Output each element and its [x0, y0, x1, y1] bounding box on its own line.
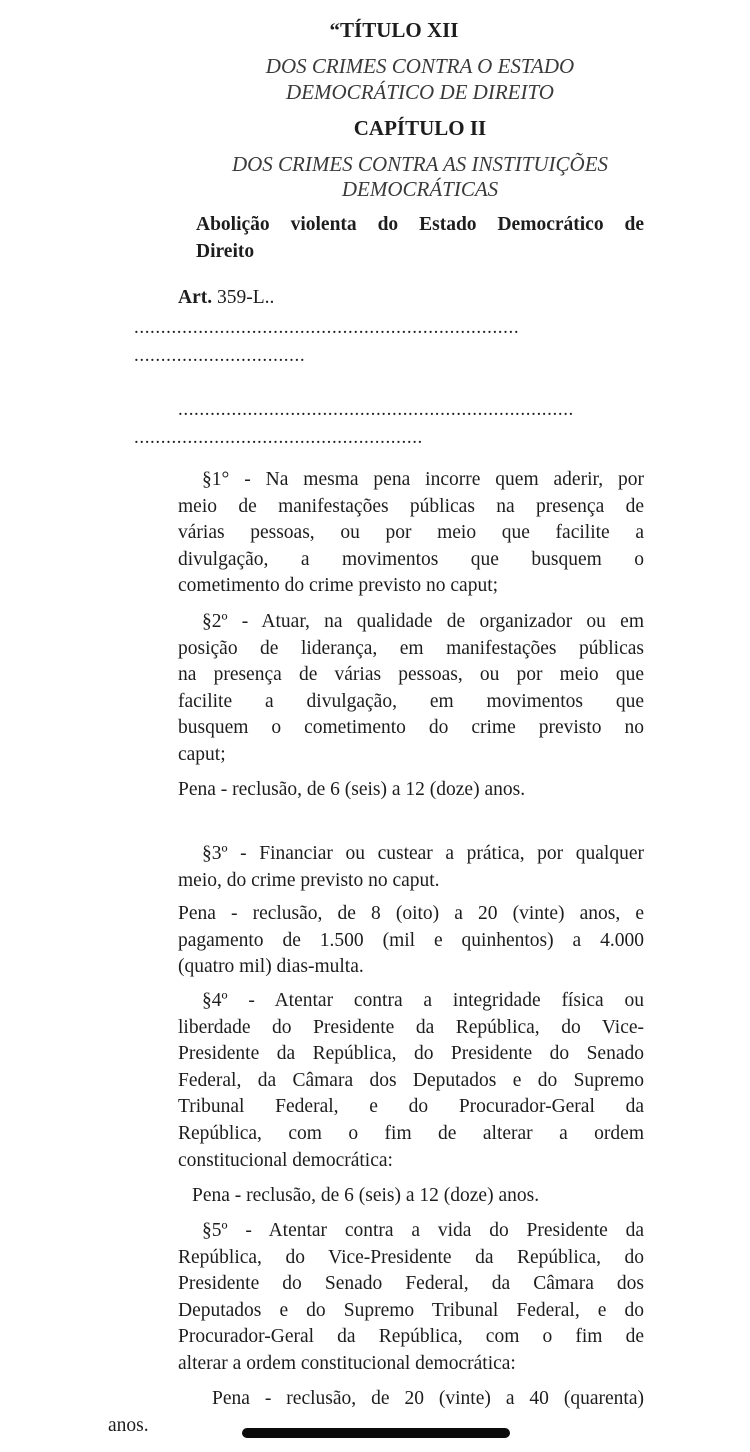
paragraph-4-line: Presidente da República, do Presidente do Senado [178, 1043, 644, 1065]
paragraph-5 [178, 1218, 644, 1378]
article-label: Art. [178, 287, 213, 308]
paragraph-4 [178, 988, 644, 1174]
paragraph-2-line: busquem o cometimento do crime previsto no [178, 717, 644, 739]
paragraph-1-line: divulgação, a movimentos que busquem o [178, 548, 644, 570]
rubric-line-2: Direito [196, 240, 255, 262]
paragraph-1 [178, 467, 644, 600]
home-indicator-bar[interactable] [242, 1428, 510, 1438]
paragraph-4-line: liberdade do Presidente da República, do Vice- [178, 1016, 644, 1038]
paragraph-5-line: Presidente do Senado Federal, da Câmara dos [178, 1273, 644, 1295]
paragraph-3 [178, 841, 644, 894]
paragraph-5-line: §5º - Atentar contra a vida do Presidente da [202, 1220, 644, 1241]
penalty-5 [212, 1386, 644, 1413]
article-number: 359-L.. [216, 287, 275, 308]
paragraph-4-line: República, com o fim de alterar a ordem [178, 1122, 644, 1144]
paragraph-4-line: constitucional democrática: [178, 1149, 393, 1171]
paragraph-4-line: §4º - Atentar contra a integridade física ou [202, 990, 644, 1011]
title-name-line-1: DOS CRIMES CONTRA O ESTADO [265, 54, 575, 78]
paragraph-1-line: cometimento do crime previsto no caput; [178, 575, 499, 597]
rubric-line-1: Abolição violenta do Estado Democrático de [196, 214, 644, 235]
penalty-5-line-2: anos. [108, 1415, 149, 1436]
article-heading [178, 286, 274, 310]
penalty-3 [178, 901, 644, 981]
paragraph-2-line: na presença de várias pessoas, ou por meio que [178, 664, 644, 686]
paragraph-5-line: Deputados e do Supremo Tribunal Federal, e do [178, 1299, 644, 1321]
paragraph-1-line: meio de manifestações públicas na presença de [178, 495, 644, 517]
paragraph-1-line: §1° - Na mesma pena incorre quem aderir, por [202, 469, 644, 490]
paragraph-5-line: alterar a ordem constitucional democrática: [178, 1352, 516, 1374]
paragraph-3-line: meio, do crime previsto no caput. [178, 869, 440, 891]
ellipsis-line-1: ........................................................................ [134, 317, 520, 338]
penalty-3-line: pagamento de 1.500 (mil e quinhentos) a 4.000 [178, 929, 644, 951]
penalty-3-line: (quatro mil) dias-multa. [178, 956, 364, 978]
ellipsis-line-4: ...................................................... [134, 427, 423, 448]
paragraph-5-line: Procurador-Geral da República, com o fim de [178, 1326, 644, 1348]
rubric [196, 212, 644, 265]
chapter-name-line-1: DOS CRIMES CONTRA AS INSTITUIÇÕES [231, 152, 609, 176]
ellipsis-line-2: ................................ [134, 345, 306, 366]
chapter-heading: CAPÍTULO II [353, 116, 487, 140]
ellipsis-line-3: .......................................................................... [178, 399, 574, 420]
paragraph-1-line: várias pessoas, ou por meio que facilite a [178, 522, 644, 544]
paragraph-2-line: posição de liderança, em manifestações públicas [178, 637, 644, 659]
paragraph-2-line: caput; [178, 743, 226, 765]
penalty-1: Pena - reclusão, de 6 (seis) a 12 (doze) anos. [178, 779, 526, 800]
paragraph-2 [178, 609, 644, 769]
paragraph-3-line: §3º - Financiar ou custear a prática, por qualquer [202, 843, 644, 864]
penalty-3-line: Pena - reclusão, de 8 (oito) a 20 (vinte) anos, e [178, 903, 644, 924]
title-name-line-2: DEMOCRÁTICO DE DIREITO [286, 80, 554, 104]
paragraph-2-line: facilite a divulgação, em movimentos que [178, 690, 644, 712]
penalty-4: Pena - reclusão, de 6 (seis) a 12 (doze) anos. [192, 1185, 540, 1206]
penalty-5-line-1: Pena - reclusão, de 20 (vinte) a 40 (quarenta) [212, 1388, 644, 1409]
paragraph-2-line: §2º - Atuar, na qualidade de organizador ou em [202, 611, 644, 632]
chapter-name-line-2: DEMOCRÁTICAS [341, 177, 499, 201]
paragraph-4-line: Federal, da Câmara dos Deputados e do Supremo [178, 1069, 644, 1091]
title-heading: “TÍTULO XII [329, 18, 459, 42]
paragraph-5-line: República, do Vice-Presidente da República, do [178, 1246, 644, 1268]
paragraph-4-line: Tribunal Federal, e do Procurador-Geral da [178, 1096, 644, 1118]
